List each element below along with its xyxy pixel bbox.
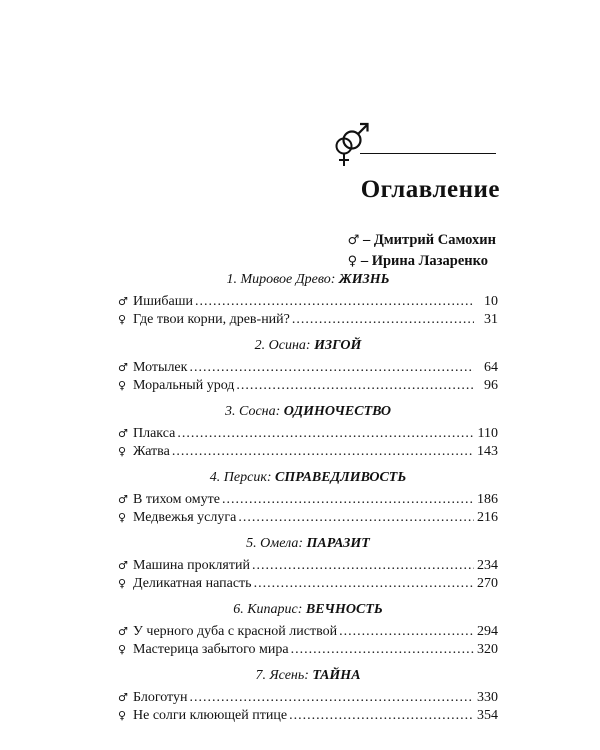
section-theme: СПРАВЕДЛИВОСТЬ — [275, 470, 407, 485]
entry-page-number: 143 — [477, 443, 498, 459]
section-theme: ВЕЧНОСТЬ — [305, 602, 383, 617]
entry-page-number: 330 — [477, 690, 498, 705]
female-symbol-icon: ♀ — [118, 510, 127, 524]
toc-section — [118, 468, 498, 526]
toc-entry[interactable] — [118, 509, 498, 527]
section-heading — [118, 534, 498, 554]
dot-leader — [252, 557, 474, 575]
dot-leader — [254, 575, 474, 593]
table-of-contents — [118, 270, 498, 724]
dot-leader — [238, 509, 474, 527]
male-symbol-icon: ♂ — [118, 625, 128, 638]
section-heading — [118, 666, 498, 686]
dot-leader — [236, 377, 474, 395]
toc-entry[interactable] — [118, 575, 498, 593]
female-symbol-icon: ♀ — [118, 708, 127, 722]
section-number: 7. — [255, 668, 266, 683]
section-tree: Кипарис: — [247, 602, 303, 617]
entry-page-number: 64 — [484, 360, 498, 375]
section-heading — [118, 468, 498, 488]
toc-section — [118, 600, 498, 658]
gender-symbols-emblem-icon — [330, 118, 380, 170]
entry-page-number: 354 — [477, 707, 498, 723]
toc-section — [118, 270, 498, 328]
female-symbol-icon: ♀ — [118, 576, 127, 590]
entry-page-number: 186 — [477, 492, 498, 507]
author-line-male — [348, 230, 496, 251]
toc-entry[interactable] — [118, 377, 498, 395]
entry-page-number: 320 — [477, 641, 498, 657]
section-number: 6. — [233, 602, 244, 617]
section-tree: Мировое Древо: — [240, 272, 336, 287]
toc-section — [118, 534, 498, 592]
section-number: 4. — [209, 470, 221, 485]
entry-title: Мастерица забытого мира — [133, 641, 289, 657]
entry-title: Жатва — [133, 443, 170, 459]
male-symbol-icon: ♂ — [347, 233, 360, 248]
section-theme: ИЗГОЙ — [314, 338, 362, 353]
entry-page-number: 31 — [484, 311, 498, 327]
male-symbol-icon: ♂ — [118, 361, 128, 374]
entry-page-number: 270 — [477, 575, 498, 591]
toc-entry[interactable] — [118, 491, 498, 509]
entry-title: Мотылек — [133, 360, 188, 375]
toc-entry[interactable] — [118, 689, 498, 707]
male-symbol-icon: ♂ — [118, 691, 128, 704]
toc-entry[interactable] — [118, 641, 498, 659]
entry-title: Моральный урод — [133, 377, 235, 393]
dot-leader — [189, 689, 474, 707]
section-theme: ОДИНОЧЕСТВО — [283, 404, 391, 419]
entry-title: Плакса — [133, 426, 176, 441]
section-heading — [118, 402, 498, 422]
entry-page-number: 216 — [477, 509, 498, 525]
toc-section — [118, 402, 498, 460]
entry-page-number: 96 — [484, 377, 498, 393]
section-theme: ЖИЗНЬ — [338, 272, 390, 287]
section-tree: Персик: — [223, 470, 272, 485]
authors-legend — [348, 230, 496, 272]
toc-entry[interactable] — [118, 359, 498, 377]
male-symbol-icon: ♂ — [118, 493, 128, 506]
dot-leader — [289, 707, 474, 725]
male-symbol-icon: ♂ — [118, 295, 128, 308]
male-symbol-icon: ♂ — [118, 427, 128, 440]
section-tree: Сосна: — [239, 404, 281, 419]
toc-section — [118, 666, 498, 724]
toc-entry[interactable] — [118, 311, 498, 329]
entry-page-number: 234 — [477, 558, 498, 573]
dot-leader — [195, 293, 474, 311]
entry-title: У черного дуба с красной листвой — [133, 624, 338, 639]
toc-entry[interactable] — [118, 623, 498, 641]
section-tree: Осина: — [268, 338, 311, 353]
entry-title: Медвежья услуга — [133, 509, 237, 525]
dot-leader — [189, 359, 474, 377]
author-name: – Ирина Лазаренко — [360, 253, 489, 269]
entry-title: Машина проклятий — [133, 558, 250, 573]
author-line-female — [348, 251, 496, 272]
entry-title: Не солги клюющей птице — [133, 707, 288, 723]
male-symbol-icon: ♂ — [118, 559, 128, 572]
header-rule — [360, 153, 496, 154]
entry-title: Ишибаши — [133, 294, 193, 309]
toc-entry[interactable] — [118, 557, 498, 575]
section-number: 2. — [254, 338, 266, 353]
entry-page-number: 294 — [477, 624, 498, 639]
dot-leader — [172, 443, 474, 461]
section-number: 1. — [226, 272, 237, 287]
author-name: – Дмитрий Самохин — [362, 232, 496, 248]
dot-leader — [339, 623, 474, 641]
section-number: 5. — [246, 536, 257, 551]
section-theme: ТАЙНА — [312, 668, 361, 683]
section-theme: ПАРАЗИТ — [306, 536, 370, 551]
section-tree: Ясень: — [269, 668, 309, 683]
section-heading — [118, 600, 498, 620]
entry-title: Деликатная напасть — [133, 575, 252, 591]
dot-leader — [177, 425, 474, 443]
toc-entry[interactable] — [118, 443, 498, 461]
entry-title: Блоготун — [133, 690, 188, 705]
entry-page-number: 110 — [477, 426, 498, 441]
female-symbol-icon: ♀ — [118, 642, 127, 656]
section-tree: Омела: — [260, 536, 304, 551]
female-symbol-icon: ♀ — [118, 312, 127, 326]
female-symbol-icon: ♀ — [118, 444, 127, 458]
entry-page-number: 10 — [484, 294, 498, 309]
toc-entry[interactable] — [118, 293, 498, 311]
toc-entry[interactable] — [118, 425, 498, 443]
entry-title: Где твои корни, древ-ний? — [133, 311, 290, 327]
dot-leader — [292, 311, 474, 329]
page-title: Оглавление — [360, 176, 500, 203]
dot-leader — [291, 641, 474, 659]
female-symbol-icon: ♀ — [347, 254, 358, 269]
section-number: 3. — [225, 404, 236, 419]
section-heading — [118, 270, 498, 290]
entry-title: В тихом омуте — [133, 492, 220, 507]
female-symbol-icon: ♀ — [118, 378, 127, 392]
dot-leader — [222, 491, 474, 509]
section-heading — [118, 336, 498, 356]
toc-section — [118, 336, 498, 394]
toc-entry[interactable] — [118, 707, 498, 725]
